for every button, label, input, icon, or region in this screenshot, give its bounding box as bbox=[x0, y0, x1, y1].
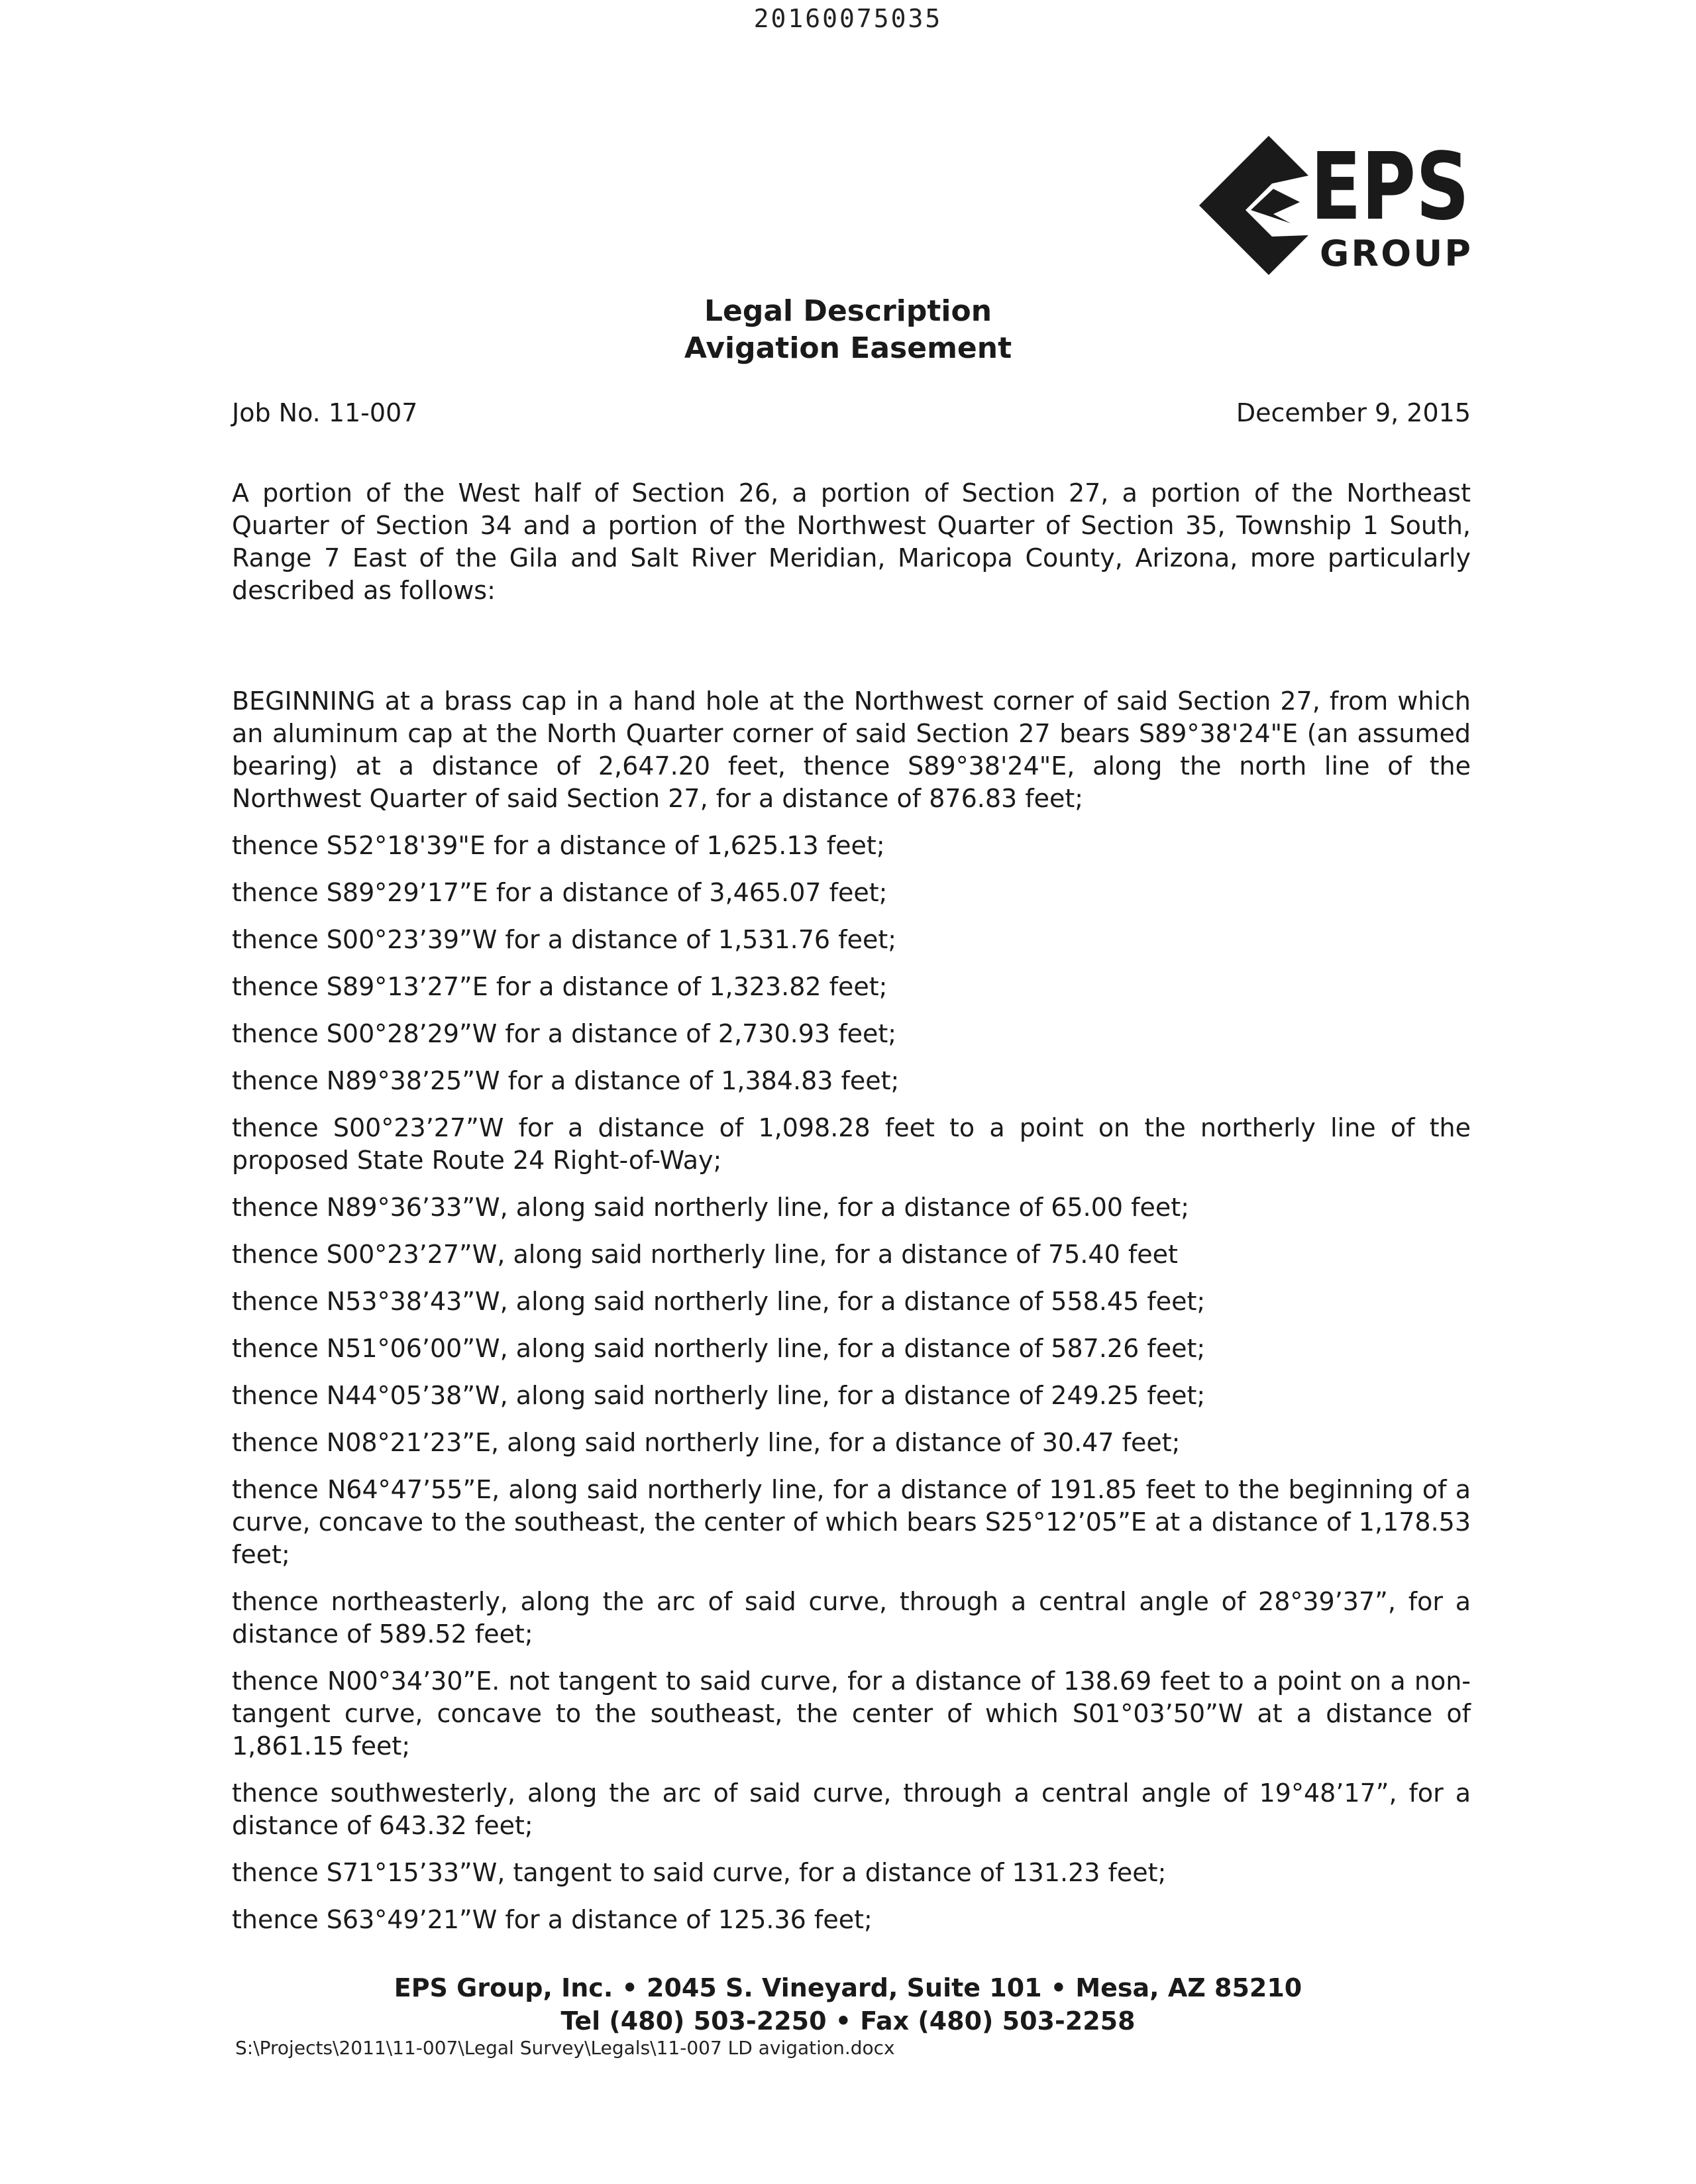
call-item: thence N89°38’25”W for a distance of 1,384.83 feet; bbox=[232, 1066, 900, 1095]
call-item: thence S00°23’27”W, along said northerly line, for a distance of 75.40 feet bbox=[232, 1240, 1178, 1269]
call-item: thence southwesterly, along the arc of said curve, through a central angle of 19°48’17”, for a distance of 643.32 feet; bbox=[232, 1778, 1471, 1840]
footer-phone-fax: Tel (480) 503-2250 • Fax (480) 503-2258 bbox=[560, 2006, 1136, 2036]
call-item: thence N53°38’43”W, along said northerly line, for a distance of 558.45 feet; bbox=[232, 1287, 1206, 1316]
call-item: thence S63°49’21”W for a distance of 125.36 feet; bbox=[232, 1905, 873, 1934]
call-item: thence S00°28’29”W for a distance of 2,730.93 feet; bbox=[232, 1019, 897, 1048]
job-number: Job No. 11-007 bbox=[232, 398, 418, 427]
logo-name: EPS bbox=[1310, 133, 1469, 241]
document-title bbox=[0, 293, 1696, 367]
logo-tagline: GROUP bbox=[1320, 233, 1471, 274]
call-item: thence S00°23’27”W for a distance of 1,098.28 feet to a point on the northerly line of the proposed State Route 24 Right-of-Way; bbox=[232, 1113, 1471, 1175]
call-item: thence S52°18'39"E for a distance of 1,625.13 feet; bbox=[232, 831, 885, 860]
call-item: thence N44°05’38”W, along said northerly line, for a distance of 249.25 feet; bbox=[232, 1381, 1206, 1410]
call-item: thence S00°23’39”W for a distance of 1,531.76 feet; bbox=[232, 925, 897, 954]
title-line-1: Legal Description bbox=[704, 294, 992, 328]
document-date: December 9, 2015 bbox=[1236, 398, 1471, 427]
footer-address: EPS Group, Inc. • 2045 S. Vineyard, Suite 101 • Mesa, AZ 85210 bbox=[394, 1973, 1302, 2002]
call-item: thence N08°21’23”E, along said northerly line, for a distance of 30.47 feet; bbox=[232, 1428, 1181, 1457]
title-line-2: Avigation Easement bbox=[684, 331, 1012, 365]
call-beginning: BEGINNING at a brass cap in a hand hole at the Northwest corner of said Section 27, from which an aluminum cap at the North Quarter corner of said Section 27 bears S89°38'24"E (an assumed bearing) at a distance of 2,647.20 feet, thence S89°38'24"E, along the north line of the Northwest Quarter of said Section 27, for a distance of 876.83 feet; bbox=[232, 686, 1471, 813]
call-item: thence S71°15’33”W, tangent to said curve, for a distance of 131.23 feet; bbox=[232, 1858, 1167, 1887]
call-item: thence N89°36’33”W, along said northerly line, for a distance of 65.00 feet; bbox=[232, 1193, 1190, 1222]
call-item: thence S89°29’17”E for a distance of 3,465.07 feet; bbox=[232, 878, 888, 907]
call-item: thence N00°34’30”E. not tangent to said curve, for a distance of 138.69 feet to a point on a non-tangent curve, concave to the southeast, the center of which S01°03’50”W at a distance of 1,861.15 feet; bbox=[232, 1666, 1471, 1761]
call-item: thence S89°13’27”E for a distance of 1,323.82 feet; bbox=[232, 972, 888, 1001]
call-item: thence N51°06’00”W, along said northerly line, for a distance of 587.26 feet; bbox=[232, 1334, 1206, 1363]
job-info-row bbox=[232, 396, 1471, 429]
eps-group-logo bbox=[1199, 133, 1477, 278]
call-item: thence northeasterly, along the arc of said curve, through a central angle of 28°39’37”, for a distance of 589.52 feet; bbox=[232, 1587, 1471, 1649]
file-path: S:\Projects\2011\11-007\Legal Survey\Legals\11-007 LD avigation.docx bbox=[235, 2037, 895, 2059]
company-footer bbox=[0, 1971, 1696, 2038]
call-item: thence N64°47’55”E, along said northerly line, for a distance of 191.85 feet to the beginning of a curve, concave to the southeast, the center of which bears S25°12’05”E at a distance of 1,178.53 feet; bbox=[232, 1475, 1471, 1569]
intro-paragraph: A portion of the West half of Section 26, a portion of Section 27, a portion of the Northeast Quarter of Section 34 and a portion of the Northwest Quarter of Section 35, Township 1 South, Range 7 East of the Gila and Salt River Meridian, Maricopa County, Arizona, more particularly described as follows: bbox=[232, 478, 1471, 605]
recording-number: 20160075035 bbox=[753, 4, 943, 33]
legal-description-body bbox=[232, 477, 1471, 1951]
